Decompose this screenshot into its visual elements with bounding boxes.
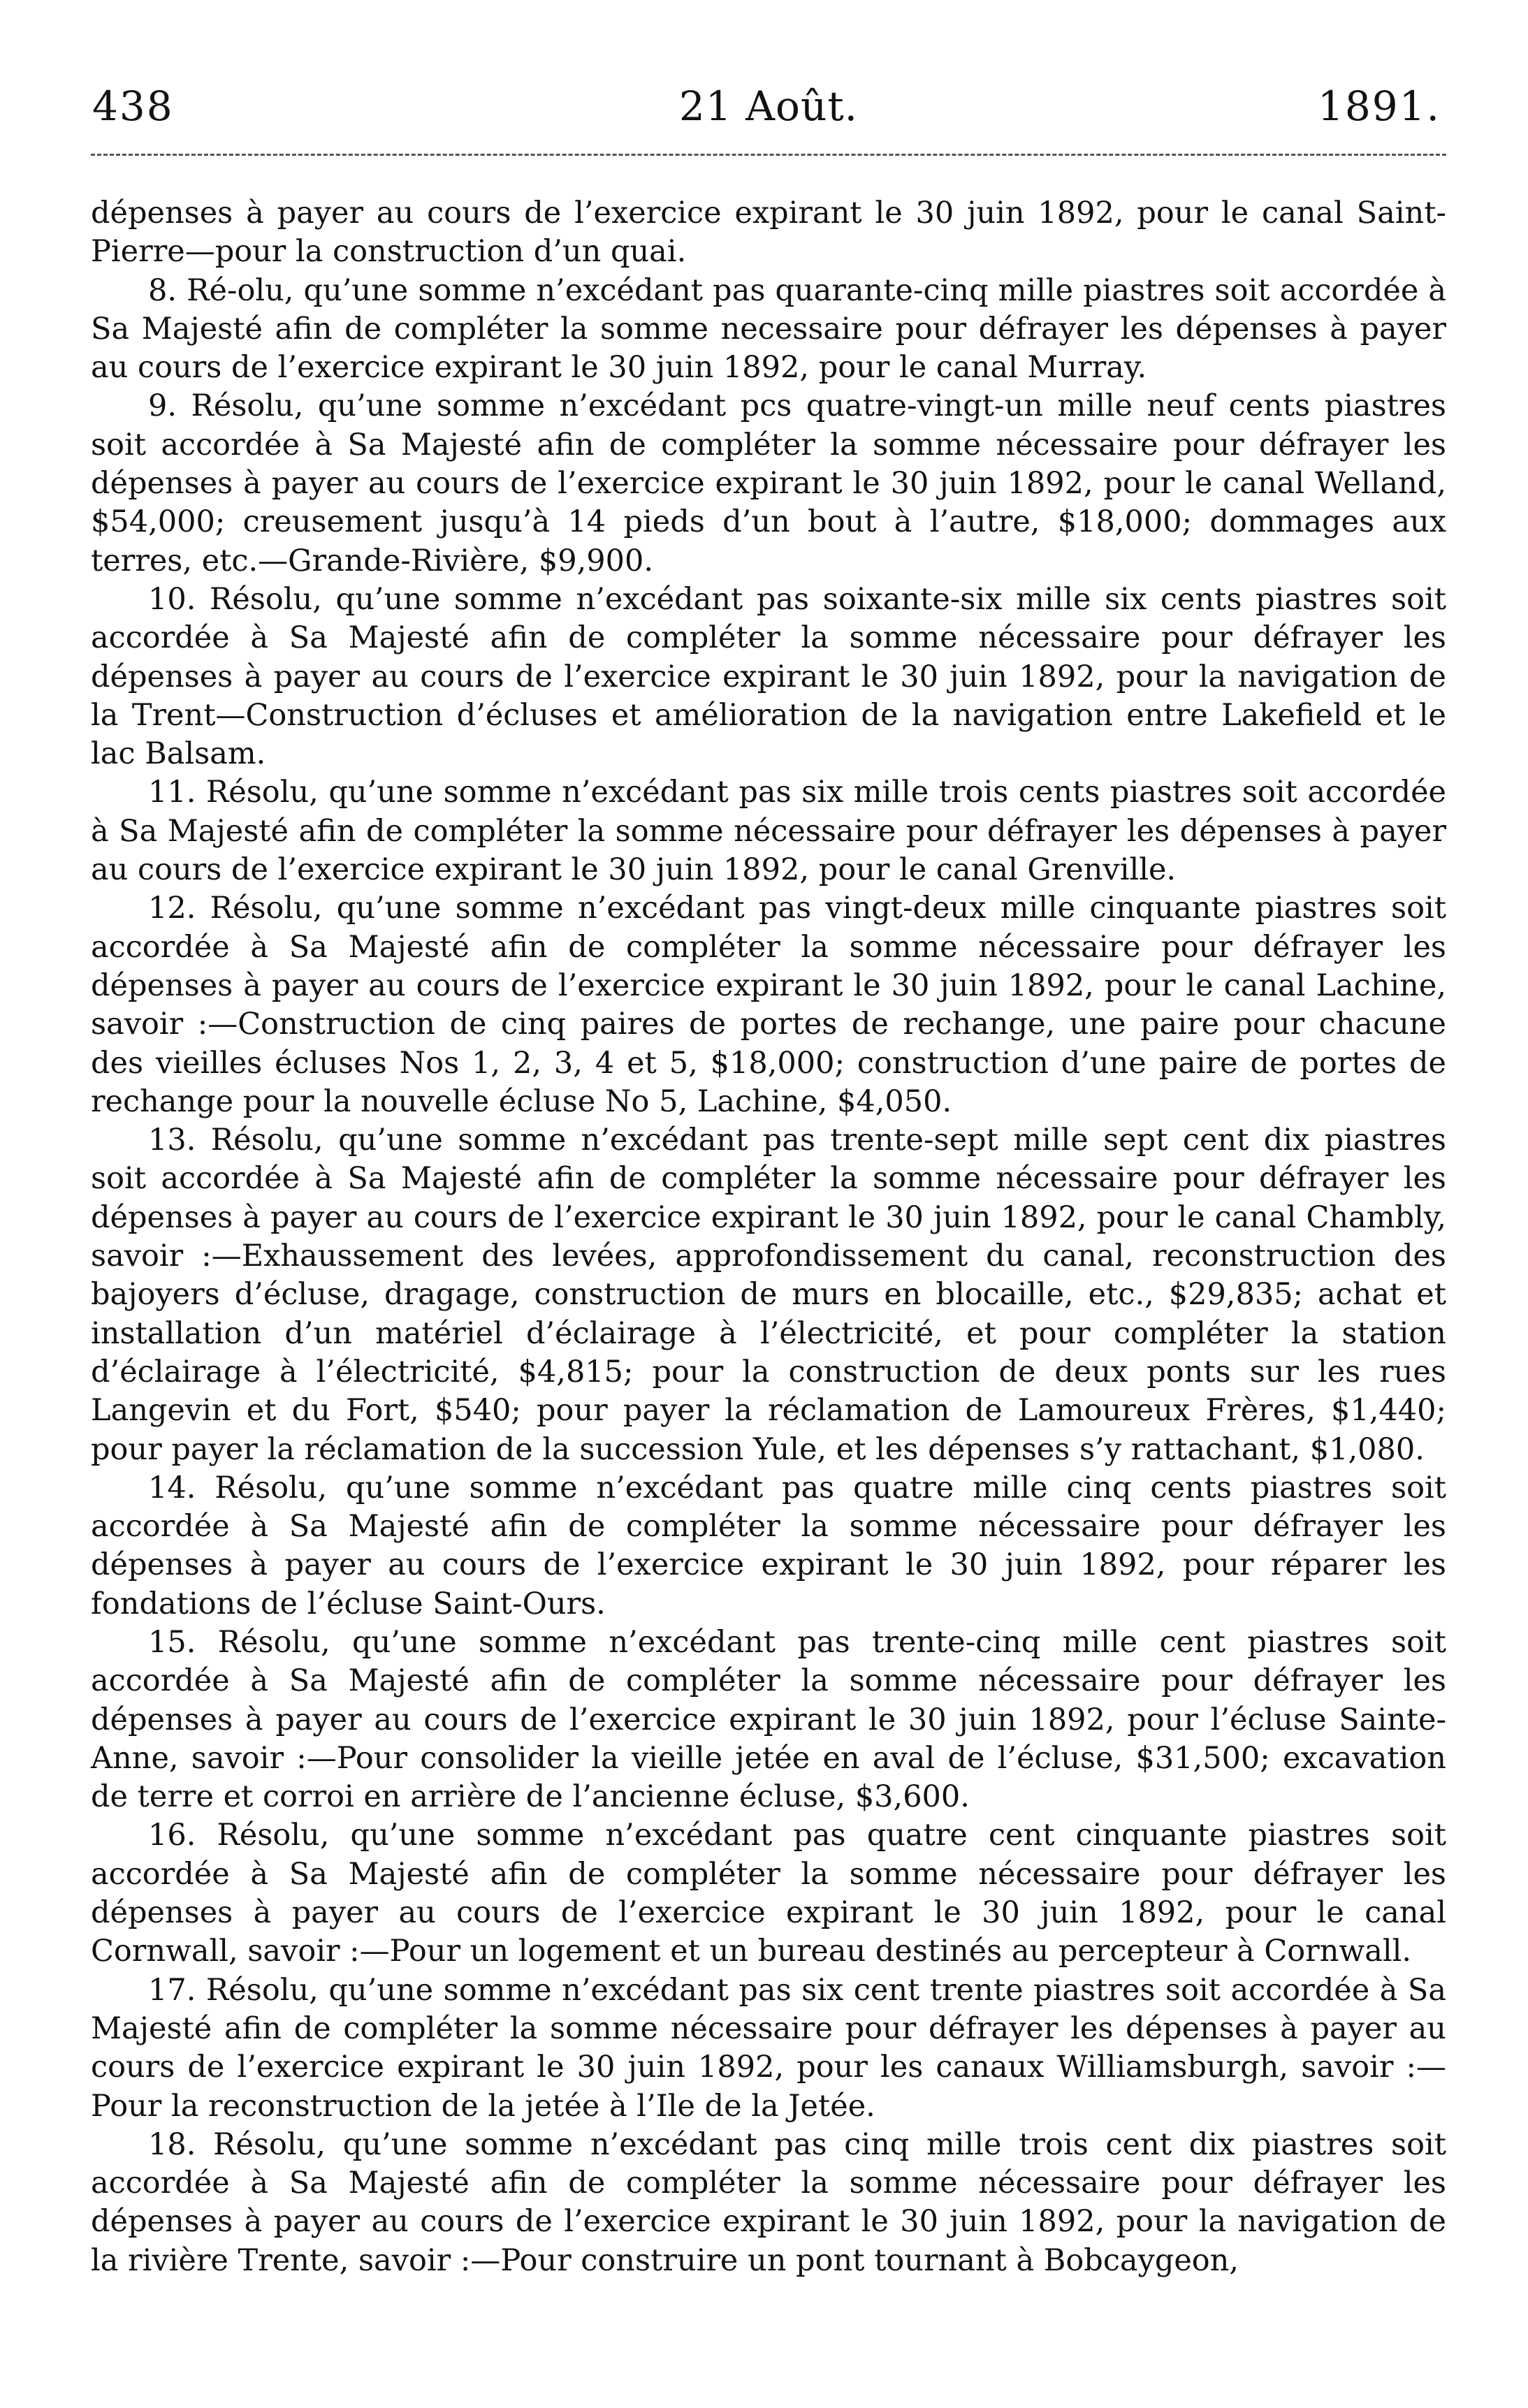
body-text xyxy=(91,194,1446,2280)
resolution-9: 9. Résolu, qu’une somme n’excédant pcs quatre-vingt-un mille neuf cents piastres soit accordée à Sa Majesté afin de compléter la somme nécessaire pour défrayer les dépenses à payer au cours de l’exercice expirant le 30 juin 1892, pour le canal Welland, $54,000; creusement jusqu’à 14 pieds d’un bout à l’autre, $18,000; dommages aux terres, etc.—Grande-Rivière, $9,900. xyxy=(91,388,1446,578)
resolution-12: 12. Résolu, qu’une somme n’excédant pas vingt-deux mille cinquante piastres soit accordée à Sa Majesté afin de compléter la somme nécessaire pour défrayer les dépenses à payer au cours de l’exercice expirant le 30 juin 1892, pour le canal Lachine, savoir :—Construction de cinq paires de portes de rechange, une paire pour chacune des vieilles écluses Nos 1, 2, 3, 4 et 5, $18,000; construction d’une paire de portes de rechange pour la nouvelle écluse No 5, Lachine, $4,050. xyxy=(91,891,1446,1119)
page-number: 438 xyxy=(92,82,174,130)
resolution-8: 8. Ré-olu, qu’une somme n’excédant pas quarante-cinq mille piastres soit accordée à Sa Majesté afin de compléter la somme necessaire pour défrayer les dépenses à payer au cours de l’exercice expirant le 30 juin 1892, pour le canal Murray. xyxy=(91,272,1446,386)
paragraph-continuation: dépenses à payer au cours de l’exercice expirant le 30 juin 1892, pour le canal Saint-Pierre—pour la construction d’un quai. xyxy=(91,196,1446,270)
header-year: 1891. xyxy=(1317,82,1441,130)
running-header xyxy=(91,0,1446,168)
header-date: 21 Août. xyxy=(678,82,859,130)
header-rule xyxy=(91,154,1446,156)
resolution-11: 11. Résolu, qu’une somme n’excédant pas six mille trois cents piastres soit accordée à Sa Majesté afin de compléter la somme nécessaire pour défrayer les dépenses à payer au cours de l’exercice expirant le 30 juin 1892, pour le canal Grenville. xyxy=(91,775,1446,888)
resolution-18: 18. Résolu, qu’une somme n’excédant pas cinq mille trois cent dix piastres soit accordée à Sa Majesté afin de compléter la somme nécessaire pour défrayer les dépenses à payer au cours de l’exercice expirant le 30 juin 1892, pour la navigation de la rivière Trente, savoir :—Pour construire un pont tournant à Bobcaygeon, xyxy=(91,2126,1446,2278)
document-page xyxy=(91,0,1446,2278)
resolution-16: 16. Résolu, qu’une somme n’excédant pas quatre cent cinquante piastres soit accordée à Sa Majesté afin de compléter la somme nécessaire pour défrayer les dépenses à payer au cours de l’exercice expirant le 30 juin 1892, pour le canal Cornwall, savoir :—Pour un logement et un bureau destinés au percepteur à Cornwall. xyxy=(91,1818,1446,1969)
resolution-10: 10. Résolu, qu’une somme n’excédant pas soixante-six mille six cents piastres soit accordée à Sa Majesté afin de compléter la somme nécessaire pour défrayer les dépenses à payer au cours de l’exercice expirant le 30 juin 1892, pour la navigation de la Trent—Construction d’écluses et amélioration de la navigation entre Lakefield et le lac Balsam. xyxy=(91,581,1446,772)
resolution-15: 15. Résolu, qu’une somme n’excédant pas trente-cinq mille cent piastres soit accordée à Sa Majesté afin de compléter la somme nécessaire pour défrayer les dépenses à payer au cours de l’exercice expirant le 30 juin 1892, pour l’écluse Sainte-Anne, savoir :—Pour consolider la vieille jetée en aval de l’écluse, $31,500; excavation de terre et corroi en arrière de l’ancienne écluse, $3,600. xyxy=(91,1624,1446,1815)
resolution-13: 13. Résolu, qu’une somme n’excédant pas trente-sept mille sept cent dix piastres soit accordée à Sa Majesté afin de compléter la somme nécessaire pour défrayer les dépenses à payer au cours de l’exercice expirant le 30 juin 1892, pour le canal Chambly, savoir :—Exhaussement des levées, approfondissement du canal, reconstruction des bajoyers d’écluse, dragage, construction de murs en blocaille, etc., $29,835; achat et installation d’un matériel d’éclairage à l’électricité, et pour compléter la station d’éclairage à l’électricité, $4,815; pour la construction de deux ponts sur les rues Langevin et du Fort, $540; pour payer la réclamation de Lamoureux Frères, $1,440; pour payer la réclamation de la succession Yule, et les dépenses s’y rattachant, $1,080. xyxy=(91,1123,1446,1467)
resolution-17: 17. Résolu, qu’une somme n’excédant pas six cent trente piastres soit accordée à Sa Majesté afin de compléter la somme nécessaire pour défrayer les dépenses à payer au cours de l’exercice expirant le 30 juin 1892, pour les canaux Williamsburgh, savoir :—Pour la reconstruction de la jetée à l’Ile de la Jetée. xyxy=(91,1972,1446,2124)
resolution-14: 14. Résolu, qu’une somme n’excédant pas quatre mille cinq cents piastres soit accordée à Sa Majesté afin de compléter la somme nécessaire pour défrayer les dépenses à payer au cours de l’exercice expirant le 30 juin 1892, pour réparer les fondations de l’écluse Saint-Ours. xyxy=(91,1470,1446,1621)
